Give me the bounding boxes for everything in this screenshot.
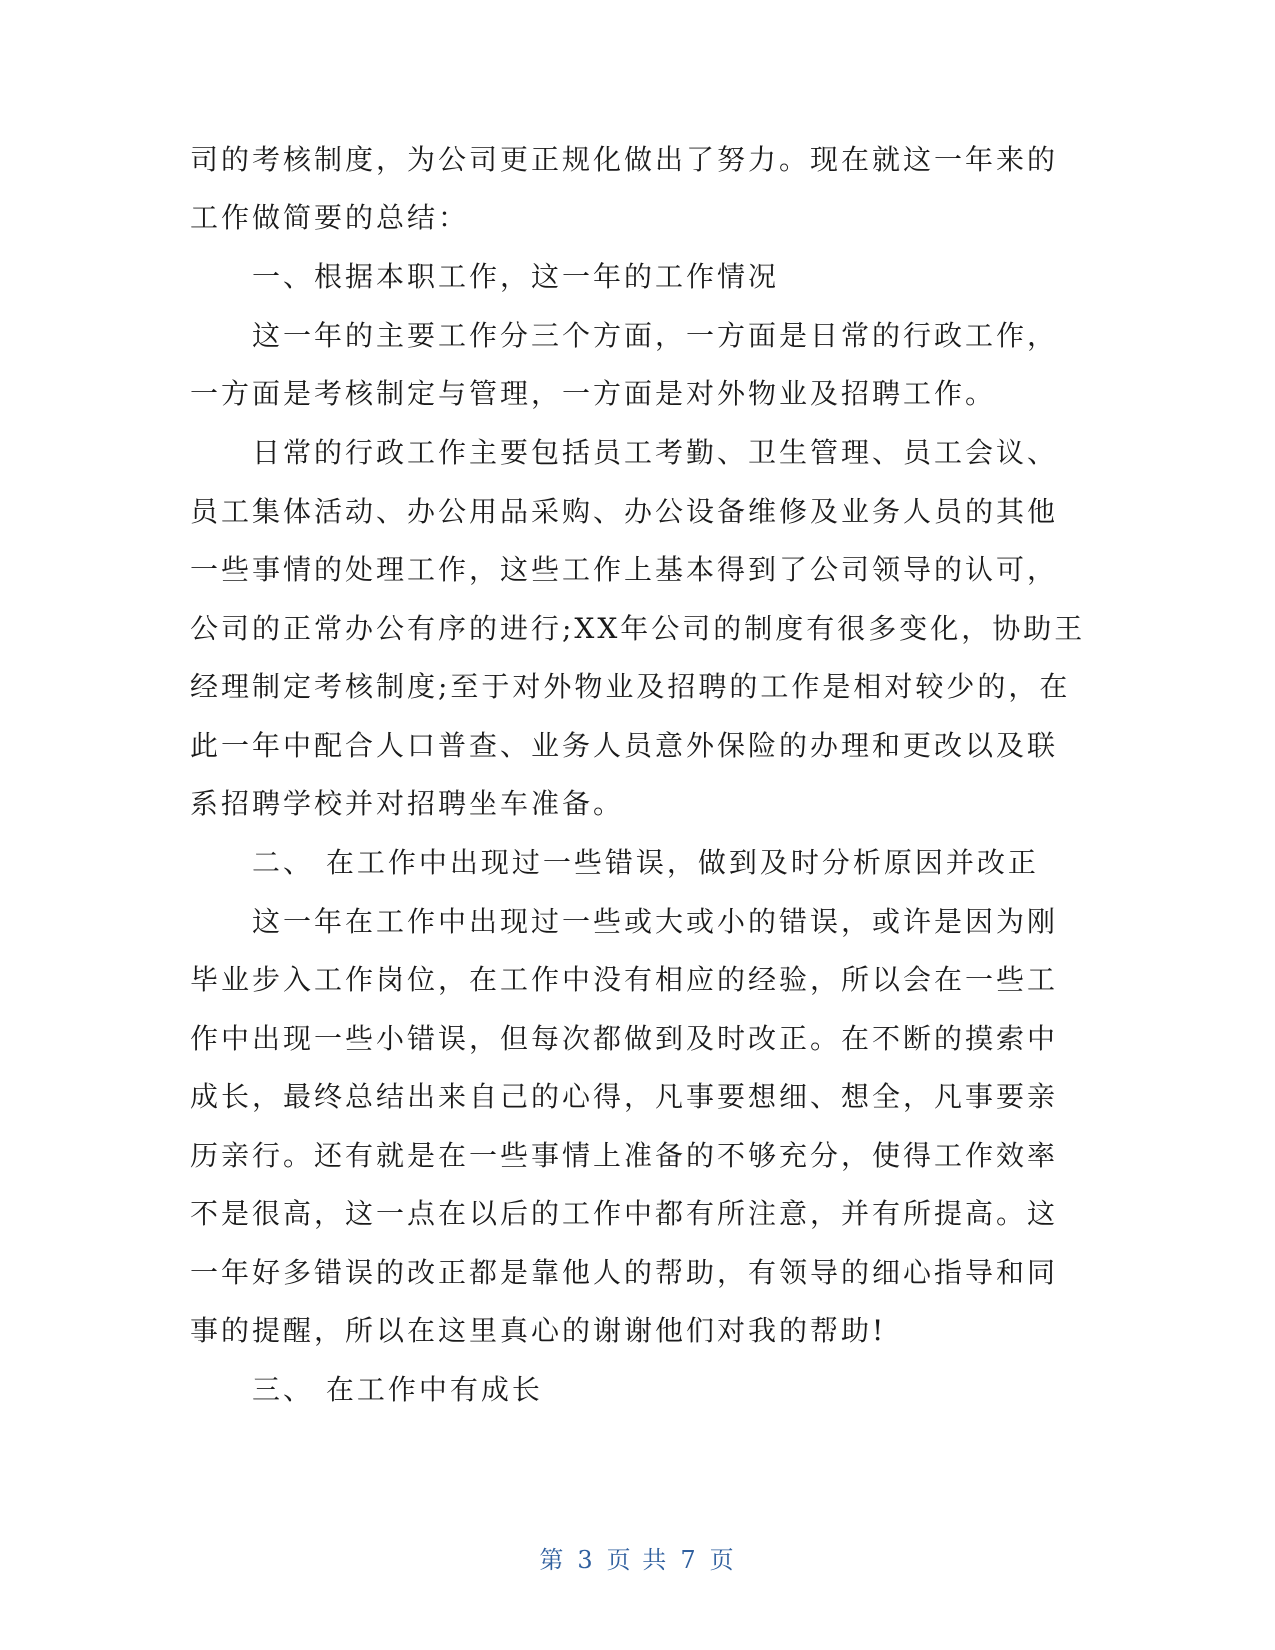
text-line: 一方面是考核制定与管理，一方面是对外物业及招聘工作。 xyxy=(190,377,997,410)
text-line: 此一年中配合人口普查、业务人员意外保险的办理和更改以及联 xyxy=(190,729,1059,762)
page-total: 7 xyxy=(680,1546,698,1574)
text-line: 一些事情的处理工作，这些工作上基本得到了公司领导的认可， xyxy=(190,553,1059,586)
text-line: 公司的正常办公有序的进行;XX年公司的制度有很多变化，协助王 xyxy=(190,612,1086,645)
text-line: 这一年在工作中出现过一些或大或小的错误，或许是因为刚 xyxy=(252,905,1059,938)
section-heading: 一、根据本职工作，这一年的工作情况 xyxy=(252,260,780,293)
page-footer xyxy=(0,1540,1275,1575)
text-line: 经理制定考核制度;至于对外物业及招聘的工作是相对较少的，在 xyxy=(190,670,1071,703)
footer-label-mid: 页 共 xyxy=(606,1546,669,1574)
text-line: 毕业步入工作岗位，在工作中没有相应的经验，所以会在一些工 xyxy=(190,963,1059,996)
text-line: 事的提醒，所以在这里真心的谢谢他们对我的帮助! xyxy=(190,1314,887,1347)
text-line: 司的考核制度，为公司更正规化做出了努力。现在就这一年来的 xyxy=(190,143,1059,176)
text-line: 这一年的主要工作分三个方面，一方面是日常的行政工作， xyxy=(252,319,1059,352)
text-line: 一年好多错误的改正都是靠他人的帮助，有领导的细心指导和同 xyxy=(190,1256,1059,1289)
text-line: 历亲行。还有就是在一些事情上准备的不够充分，使得工作效率 xyxy=(190,1139,1059,1172)
page-current: 3 xyxy=(577,1546,595,1574)
footer-label-pre: 第 xyxy=(539,1546,566,1574)
section-heading: 二、 在工作中出现过一些错误，做到及时分析原因并改正 xyxy=(252,846,1039,879)
text-line: 日常的行政工作主要包括员工考勤、卫生管理、员工会议、 xyxy=(252,436,1059,469)
footer-label-post: 页 xyxy=(709,1546,736,1574)
text-line: 作中出现一些小错误，但每次都做到及时改正。在不断的摸索中 xyxy=(190,1022,1059,1055)
text-line: 不是很高，这一点在以后的工作中都有所注意，并有所提高。这 xyxy=(190,1197,1059,1230)
text-line: 员工集体活动、办公用品采购、办公设备维修及业务人员的其他 xyxy=(190,495,1059,528)
text-line: 工作做简要的总结： xyxy=(190,201,470,234)
section-heading: 三、 在工作中有成长 xyxy=(252,1373,543,1406)
text-line: 成长，最终总结出来自己的心得，凡事要想细、想全，凡事要亲 xyxy=(190,1080,1059,1113)
text-line: 系招聘学校并对招聘坐车准备。 xyxy=(190,787,625,820)
